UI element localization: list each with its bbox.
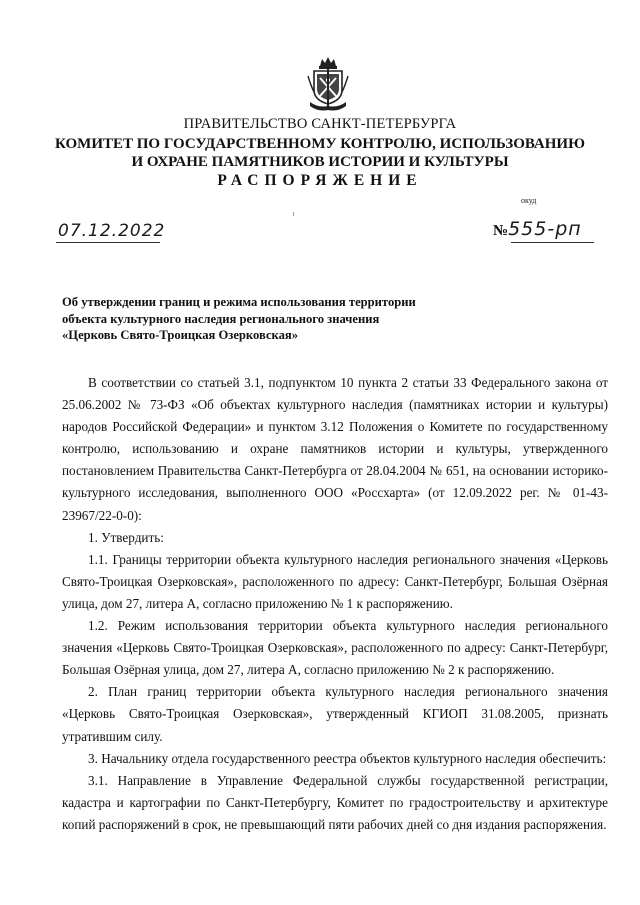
document-type: РАСПОРЯЖЕНИЕ bbox=[217, 172, 423, 189]
government-title: ПРАВИТЕЛЬСТВО САНКТ-ПЕТЕРБУРГА bbox=[183, 116, 457, 132]
date-underline bbox=[56, 242, 160, 243]
clause-1-2: 1.2. Режим использования территории объекта культурного наследия регионального значения «Церковь Свято-Троицкая Озерковская», расположенного по адресу: Санкт-Петербург, Большая Озёрная улица, дом 27, литера А, согласно приложению № 2 к распоряжению. bbox=[62, 618, 608, 678]
number-value: 555-рп bbox=[508, 218, 582, 240]
subject-line-1: Об утверждении границ и режима использования территории bbox=[62, 295, 416, 309]
preamble-paragraph: В соответствии со статьей 3.1, подпунктом 10 пункта 2 статьи 33 Федерального закона от 25.06.2002 № 73-ФЗ «Об объектах культурного наследия (памятниках истории и культуры) народов Российской Федерации» и пунктом 3.12 Положения о Комитете по государственному контролю, использованию и охране памятников истории и культуры, утвержденного постановлением Правительства Санкт-Петербурга от 28.04.2004 № 651, на основании историко-культурного исследования, выполненного ООО «Россхарта» (от 12.09.2022 рег. № 01-43-23967/22-0-0): bbox=[62, 375, 608, 523]
clause-2: 2. План границ территории объекта культурного наследия регионального значения «Церковь Свято-Троицкая Озерковская», утвержденный КГИОП 31.08.2005, признать утратившим силу. bbox=[62, 684, 608, 744]
document-body bbox=[62, 372, 608, 836]
committee-title bbox=[0, 135, 640, 171]
document-date: 07.12.2022 bbox=[58, 221, 166, 241]
okud-stamp: окуд bbox=[521, 196, 537, 205]
subject-line-2: объекта культурного наследия регионального значения bbox=[62, 311, 380, 326]
committee-line-1: КОМИТЕТ ПО ГОСУДАРСТВЕННОМУ КОНТРОЛЮ, ИСПОЛЬЗОВАНИЮ bbox=[55, 136, 585, 152]
clause-3-1: 3.1. Направление в Управление Федеральной службы государственной регистрации, кадастра и картографии по Санкт-Петербургу, Комитет по градостроительству и архитектуре копий распоряжений в срок, не превышающий пяти рабочих дней со дня издания распоряжения. bbox=[62, 772, 608, 832]
committee-line-2: И ОХРАНЕ ПАМЯТНИКОВ ИСТОРИИ И КУЛЬТУРЫ bbox=[131, 154, 509, 170]
coat-of-arms-emblem bbox=[306, 56, 350, 114]
subject-line-3: «Церковь Свято-Троицкая Озерковская» bbox=[62, 328, 299, 342]
number-prefix: № bbox=[493, 223, 509, 239]
clause-1: 1. Утвердить: bbox=[88, 529, 164, 545]
clause-1-1: 1.1. Границы территории объекта культурного наследия регионального значения «Церковь Свято-Троицкая Озерковская», расположенного по адресу: Санкт-Петербург, Большая Озёрная улица, дом 27, литера А, согласно приложению № 1 к распоряжению. bbox=[62, 551, 608, 611]
document-number bbox=[493, 218, 582, 240]
number-underline bbox=[511, 242, 594, 243]
clause-3: 3. Начальнику отдела государственного реестра объектов культурного наследия обеспечить: bbox=[88, 750, 607, 766]
scan-mark bbox=[293, 212, 294, 216]
document-subject bbox=[62, 294, 482, 344]
